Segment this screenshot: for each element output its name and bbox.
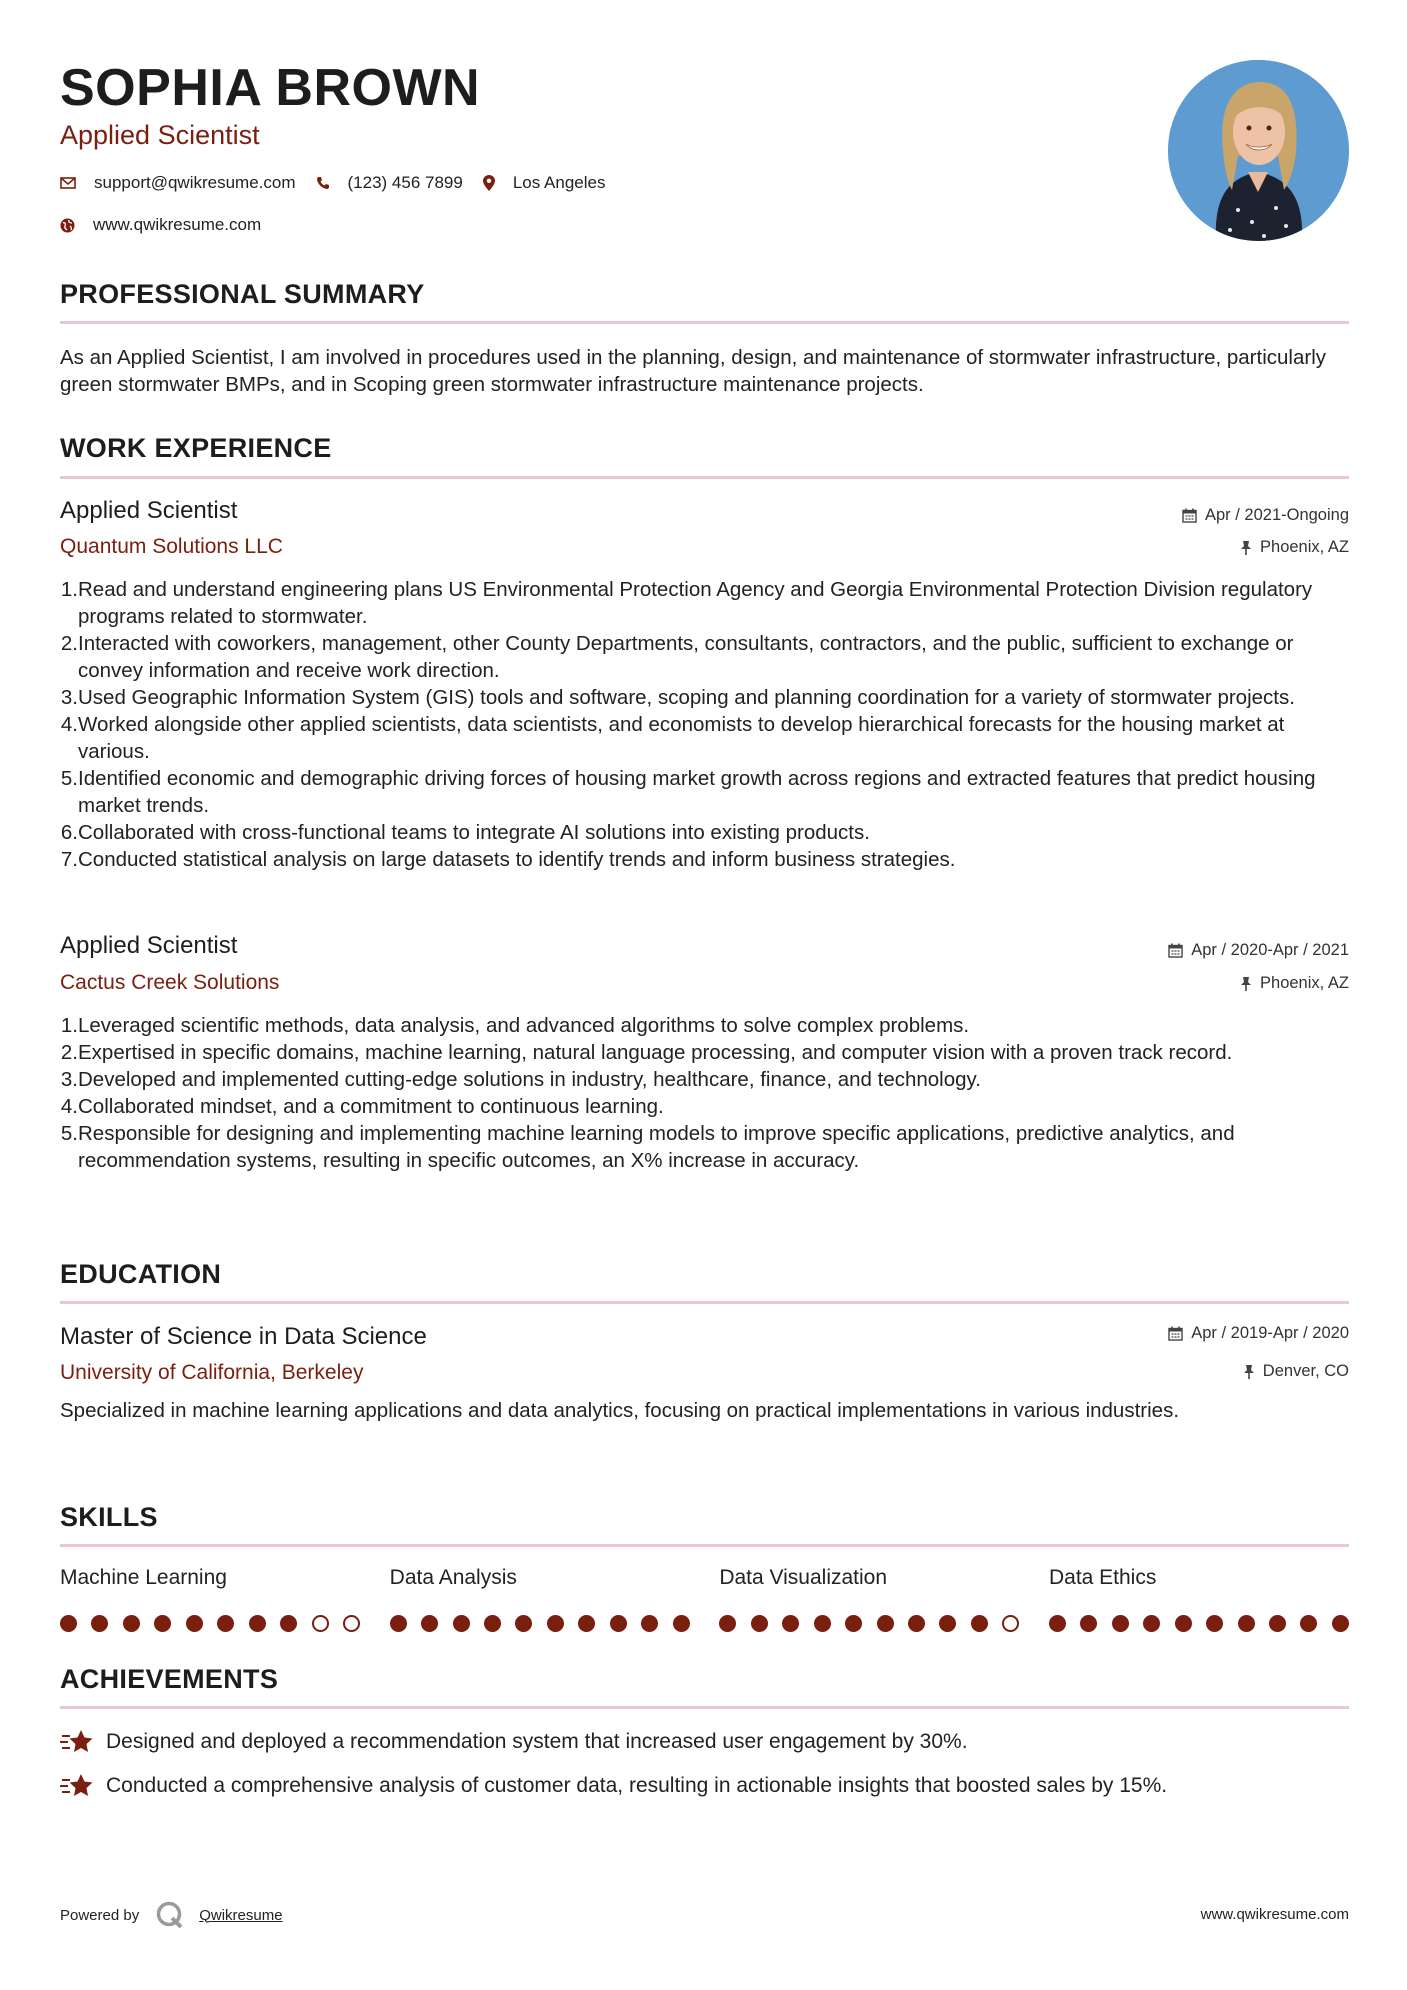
job-title: Applied Scientist xyxy=(60,932,238,959)
skill-dot-filled xyxy=(1175,1615,1192,1632)
skill-rating xyxy=(60,1615,360,1632)
job-location xyxy=(1240,974,1349,993)
list-item: 5. Responsible for designing and implementing machine learning models to improve specific applications, predictive analytics, and recommendation systems, resulting in specific outcomes, an X% increase in accuracy. xyxy=(60,1120,1349,1174)
list-item: 5. Identified economic and demographic driving forces of housing market growth across regions and extracted features that predict housing market trends. xyxy=(60,765,1349,819)
location-text: Los Angeles xyxy=(512,173,606,192)
skill-rating xyxy=(390,1615,690,1632)
skill-dot-filled xyxy=(484,1615,501,1632)
skill-item xyxy=(60,1566,360,1632)
section-divider xyxy=(60,1544,1349,1547)
star-award-icon xyxy=(60,1772,94,1800)
job-title: Applied Scientist xyxy=(60,497,238,524)
experience-heading: WORK EXPERIENCE xyxy=(60,433,332,463)
skill-dot-filled xyxy=(60,1615,77,1632)
globe-icon xyxy=(60,218,75,233)
skill-label: Data Ethics xyxy=(1048,1566,1157,1589)
section-divider xyxy=(60,476,1349,479)
skill-dot-filled xyxy=(1080,1615,1097,1632)
skill-item xyxy=(390,1566,690,1632)
skill-dot-filled xyxy=(1300,1615,1317,1632)
skill-dot-filled xyxy=(845,1615,862,1632)
skill-dot-filled xyxy=(515,1615,532,1632)
bullet-text: Read and understand engineering plans US Environmental Protection Agency and Georgia Environmental Protection Division regulatory programs related to stormwater. xyxy=(78,578,1313,628)
skill-dot-empty xyxy=(312,1615,329,1632)
education-dates-text: Apr / 2019-Apr / 2020 xyxy=(1191,1324,1349,1342)
skill-dot-filled xyxy=(908,1615,925,1632)
footer-url[interactable]: www.qwikresume.com xyxy=(1200,1906,1349,1923)
job-bullets xyxy=(60,576,1349,873)
list-item: 1. Read and understand engineering plans US Environmental Protection Agency and Georgia Environmental Protection Division regulatory programs related to stormwater. xyxy=(60,576,1349,630)
skill-dot-filled xyxy=(610,1615,627,1632)
skill-dot-filled xyxy=(1206,1615,1223,1632)
job-dates-text: Apr / 2021-Ongoing xyxy=(1204,506,1349,524)
skill-item xyxy=(719,1566,1019,1632)
degree-title: Master of Science in Data Science xyxy=(60,1323,427,1350)
skill-dot-filled xyxy=(249,1615,266,1632)
list-item: 3. Developed and implemented cutting-edge solutions in industry, healthcare, finance, and technology. xyxy=(60,1066,1349,1093)
skill-dot-empty xyxy=(1002,1615,1019,1632)
pushpin-icon xyxy=(1240,976,1252,991)
achievement-text: Designed and deployed a recommendation system that increased user engagement by 30%. xyxy=(106,1730,968,1753)
pushpin-icon xyxy=(1240,540,1252,555)
achievement-item xyxy=(60,1728,968,1756)
job-location xyxy=(1240,538,1349,557)
candidate-title: Applied Scientist xyxy=(60,120,260,150)
education-location xyxy=(1243,1362,1349,1381)
education-heading: EDUCATION xyxy=(60,1259,222,1289)
contact-location xyxy=(483,173,606,193)
skill-dot-filled xyxy=(154,1615,171,1632)
qwikresume-logo-icon xyxy=(155,1900,185,1930)
skill-dot-filled xyxy=(641,1615,658,1632)
job-dates-text: Apr / 2020-Apr / 2021 xyxy=(1191,941,1349,959)
star-award-icon xyxy=(60,1728,94,1756)
bullet-text: Identified economic and demographic driving forces of housing market growth across regions and extracted features that predict housing market trends. xyxy=(78,767,1316,817)
skill-dot-filled xyxy=(578,1615,595,1632)
job-location-text: Phoenix, AZ xyxy=(1260,538,1349,556)
skill-dot-empty xyxy=(343,1615,360,1632)
bullet-text: Conducted statistical analysis on large datasets to identify trends and inform business strategies. xyxy=(78,848,956,871)
skill-dot-filled xyxy=(390,1615,407,1632)
section-divider xyxy=(60,1706,1349,1709)
bullet-text: Expertised in specific domains, machine learning, natural language processing, and computer vision with a proven track record. xyxy=(78,1041,1233,1064)
bullet-text: Developed and implemented cutting-edge solutions in industry, healthcare, finance, and technology. xyxy=(78,1068,981,1091)
bullet-text: Responsible for designing and implementing machine learning models to improve specific applications, predictive analytics, and recommendation systems, resulting in specific outcomes, an X% increase in accuracy. xyxy=(78,1122,1235,1172)
skill-rating xyxy=(719,1615,1019,1632)
skills-heading: SKILLS xyxy=(60,1502,158,1532)
phone-icon xyxy=(316,176,330,190)
skill-dot-filled xyxy=(719,1615,736,1632)
list-item: 3. Used Geographic Information System (GIS) tools and software, scoping and planning coordination for a variety of stormwater projects. xyxy=(60,684,1349,711)
school-name: University of California, Berkeley xyxy=(60,1361,364,1384)
envelope-icon xyxy=(60,177,76,189)
skill-dot-filled xyxy=(91,1615,108,1632)
section-divider xyxy=(60,321,1349,324)
bullet-text: Used Geographic Information System (GIS) tools and software, scoping and planning coordination for a variety of stormwater projects. xyxy=(78,686,1295,709)
skill-dot-filled xyxy=(1143,1615,1160,1632)
skill-dot-filled xyxy=(217,1615,234,1632)
contact-email[interactable] xyxy=(60,173,296,193)
education-location-text: Denver, CO xyxy=(1262,1362,1349,1380)
section-divider xyxy=(60,1301,1349,1304)
skill-label: Data Analysis xyxy=(389,1566,517,1589)
skill-dot-filled xyxy=(814,1615,831,1632)
skill-label: Data Visualization xyxy=(719,1566,888,1589)
job-dates xyxy=(1182,506,1349,525)
email-text: support@qwikresume.com xyxy=(94,173,296,192)
list-item: 7. Conducted statistical analysis on large datasets to identify trends and inform business strategies. xyxy=(60,846,1349,873)
list-item: 4. Collaborated mindset, and a commitment to continuous learning. xyxy=(60,1093,1349,1120)
skill-dot-filled xyxy=(877,1615,894,1632)
bullet-text: Leveraged scientific methods, data analysis, and advanced algorithms to solve complex problems. xyxy=(78,1014,970,1037)
skill-dot-filled xyxy=(421,1615,438,1632)
portrait-photo xyxy=(1168,60,1349,241)
skill-dot-filled xyxy=(1112,1615,1129,1632)
achievements-heading: ACHIEVEMENTS xyxy=(60,1664,279,1694)
education-description: Specialized in machine learning applications and data analytics, focusing on practical implementations in various industries. xyxy=(60,1399,1180,1422)
skill-dot-filled xyxy=(782,1615,799,1632)
contact-website[interactable] xyxy=(60,215,261,235)
skill-dot-filled xyxy=(1332,1615,1349,1632)
job-company: Quantum Solutions LLC xyxy=(60,535,283,558)
skill-dot-filled xyxy=(547,1615,564,1632)
skill-dot-filled xyxy=(1049,1615,1066,1632)
skill-dot-filled xyxy=(453,1615,470,1632)
skill-dot-filled xyxy=(280,1615,297,1632)
skill-dot-filled xyxy=(673,1615,690,1632)
skill-dot-filled xyxy=(971,1615,988,1632)
achievement-item xyxy=(60,1772,1167,1800)
footer-powered-by xyxy=(60,1900,283,1930)
list-item: 2. Interacted with coworkers, management, other County Departments, consultants, contractors, and the public, sufficient to exchange or convey information and receive work direction. xyxy=(60,630,1349,684)
summary-heading: PROFESSIONAL SUMMARY xyxy=(60,279,425,309)
achievement-text: Conducted a comprehensive analysis of customer data, resulting in actionable insights that boosted sales by 15%. xyxy=(106,1774,1168,1797)
bullet-text: Collaborated with cross-functional teams to integrate AI solutions into existing products. xyxy=(78,821,870,844)
list-item: 6. Collaborated with cross-functional teams to integrate AI solutions into existing products. xyxy=(60,819,1349,846)
calendar-icon xyxy=(1168,1326,1183,1341)
bullet-text: Interacted with coworkers, management, other County Departments, consultants, contractors, and the public, sufficient to exchange or convey information and receive work direction. xyxy=(78,632,1294,682)
skills-row xyxy=(60,1566,1349,1632)
phone-text: (123) 456 7899 xyxy=(347,173,463,192)
skill-dot-filled xyxy=(939,1615,956,1632)
pushpin-icon xyxy=(1243,1364,1255,1379)
resume-page xyxy=(60,0,1349,1990)
calendar-icon xyxy=(1182,508,1197,523)
job-bullets xyxy=(60,1012,1349,1174)
job-location-text: Phoenix, AZ xyxy=(1260,974,1349,992)
calendar-icon xyxy=(1168,943,1183,958)
contact-row xyxy=(60,173,625,193)
list-item: 1. Leveraged scientific methods, data analysis, and advanced algorithms to solve complex problems. xyxy=(60,1012,1349,1039)
list-item: 2. Expertised in specific domains, machine learning, natural language processing, and computer vision with a proven track record. xyxy=(60,1039,1349,1066)
list-item: 4. Worked alongside other applied scientists, data scientists, and economists to develop hierarchical forecasts for the housing market at various. xyxy=(60,711,1349,765)
website-text: www.qwikresume.com xyxy=(93,215,262,234)
education-dates xyxy=(1168,1324,1349,1343)
candidate-name: SOPHIA BROWN xyxy=(60,59,481,117)
job-dates xyxy=(1168,941,1349,960)
skill-rating xyxy=(1049,1615,1349,1632)
skill-dot-filled xyxy=(1238,1615,1255,1632)
skill-item xyxy=(1049,1566,1349,1632)
job-company: Cactus Creek Solutions xyxy=(60,971,280,994)
skill-dot-filled xyxy=(751,1615,768,1632)
contact-phone[interactable] xyxy=(316,173,463,193)
skill-label: Machine Learning xyxy=(60,1566,227,1589)
avatar xyxy=(1168,60,1349,241)
summary-text: As an Applied Scientist, I am involved in procedures used in the planning, design, and maintenance of stormwater infrastructure, particularly green stormwater BMPs, and in Scoping green stormwater infrastructure maintenance projects. xyxy=(60,346,1326,396)
skill-dot-filled xyxy=(1269,1615,1286,1632)
brand-link[interactable]: Qwikresume xyxy=(199,1906,283,1924)
bullet-text: Collaborated mindset, and a commitment to continuous learning. xyxy=(78,1095,664,1118)
contact-row-website xyxy=(60,215,281,235)
map-pin-icon xyxy=(483,175,495,191)
powered-by-label: Powered by xyxy=(60,1906,140,1924)
bullet-text: Worked alongside other applied scientists, data scientists, and economists to develop hierarchical forecasts for the housing market at various. xyxy=(78,713,1285,763)
skill-dot-filled xyxy=(123,1615,140,1632)
skill-dot-filled xyxy=(186,1615,203,1632)
